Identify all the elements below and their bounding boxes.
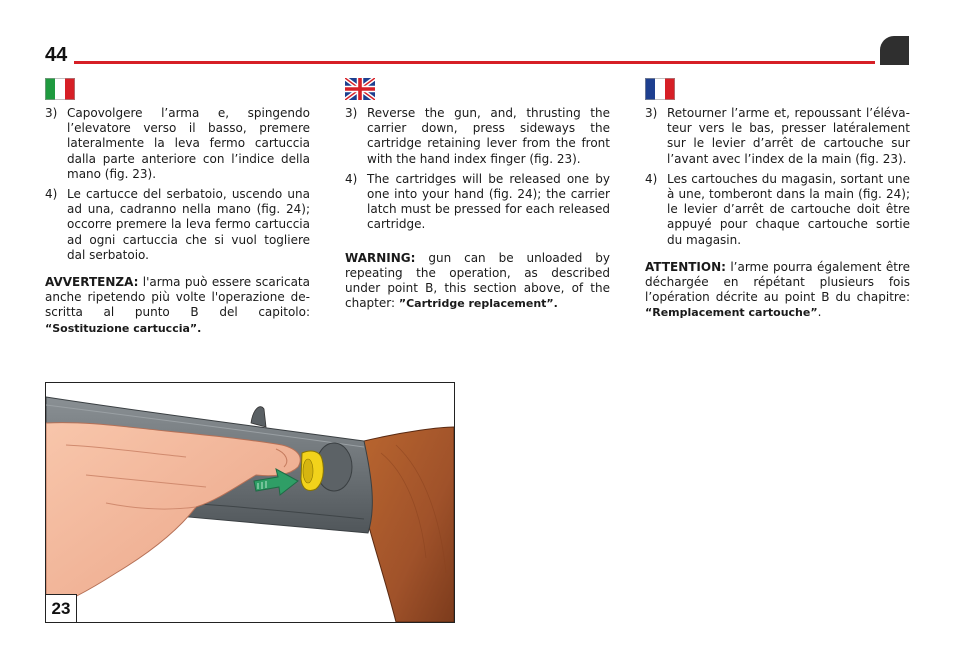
- list-item: [45, 187, 310, 263]
- page-number: 44: [45, 44, 68, 66]
- warning-text: l'arma può essere scaricata anche ripetendo più volte l'operazione descritta al punto B del capitolo:: [45, 275, 310, 320]
- italian-column: [45, 106, 310, 336]
- item-number: 4): [45, 187, 58, 202]
- item-text: Retourner l’arme et, repoussant l’élévateur vers le bas, presser latéralement sur le levier d’arrêt de cartouche sur l’avant avec l’index de la main (fig. 23).: [667, 106, 910, 166]
- french-column: [645, 106, 910, 321]
- chapter-reference: “Sostituzione cartuccia”.: [45, 321, 202, 335]
- warning-suffix: .: [817, 305, 822, 320]
- figure-label: 23: [46, 594, 77, 622]
- warning-text: l’arme pourra également être déchargée en répétant plusieurs fois l’opération décrite au point B du chapitre:: [645, 259, 910, 305]
- warning-label: AVVERTENZA:: [45, 275, 139, 290]
- warning-text: gun can be unloaded by repeating the operation, as described under point B, this section above, of the chapter:: [345, 250, 610, 311]
- item-number: 3): [345, 106, 358, 120]
- list-item: [645, 172, 910, 248]
- warning-note: [45, 275, 310, 336]
- italy-flag-icon: [45, 78, 75, 100]
- warning-note: [645, 260, 910, 321]
- header-rule: [74, 61, 875, 64]
- chapter-reference: ”Cartridge replacement”.: [398, 297, 558, 311]
- corner-tab: [880, 36, 909, 65]
- item-text: Les cartouches du magasin, sortant une à une, tomberont dans la main (fig. 24); le levier d’arrêt de cartouche doit être appuyé pour chaque cartouche sortie du magasin.: [667, 171, 910, 247]
- uk-flag-icon: [345, 78, 375, 100]
- item-text: Le cartucce del serbatoio, uscendo una ad una, cadranno nella mano (fig. 24); occorre premere la leva fermo cartuccia ad ogni cartuccia che si vuol togliere dal serbatoio.: [67, 187, 310, 262]
- item-number: 3): [45, 106, 58, 120]
- list-item: [345, 106, 610, 167]
- list-item: [345, 172, 610, 233]
- item-number: 3): [645, 106, 658, 120]
- gun-illustration: [46, 383, 454, 622]
- item-text: The cartridges will be released one by one into your hand (fig. 24); the carrier latch must be pressed for each released cartridge.: [367, 171, 610, 232]
- warning-label: ATTENTION:: [645, 259, 726, 274]
- warning-label: WARNING:: [345, 250, 416, 265]
- list-item: [45, 106, 310, 182]
- item-text: Capovolgere l’arma e, spingendo l’elevatore verso il basso, premere lateralmente la leva fermo cartuccia dalla parte anteriore con l’indice della mano (fig. 23).: [67, 106, 310, 181]
- item-number: 4): [645, 171, 658, 186]
- list-item: [645, 106, 910, 167]
- item-text: Reverse the gun, and, thrusting the carrier down, press sideways the cartridge retaining lever from the front with the hand index finger (fig. 23).: [367, 106, 610, 166]
- figure-23: [45, 382, 455, 623]
- item-number: 4): [345, 171, 358, 186]
- english-column: [345, 106, 610, 311]
- chapter-reference: “Remplacement cartouche”: [645, 306, 818, 320]
- wood-stock: [364, 427, 454, 622]
- warning-note: [345, 251, 610, 312]
- france-flag-icon: [645, 78, 675, 100]
